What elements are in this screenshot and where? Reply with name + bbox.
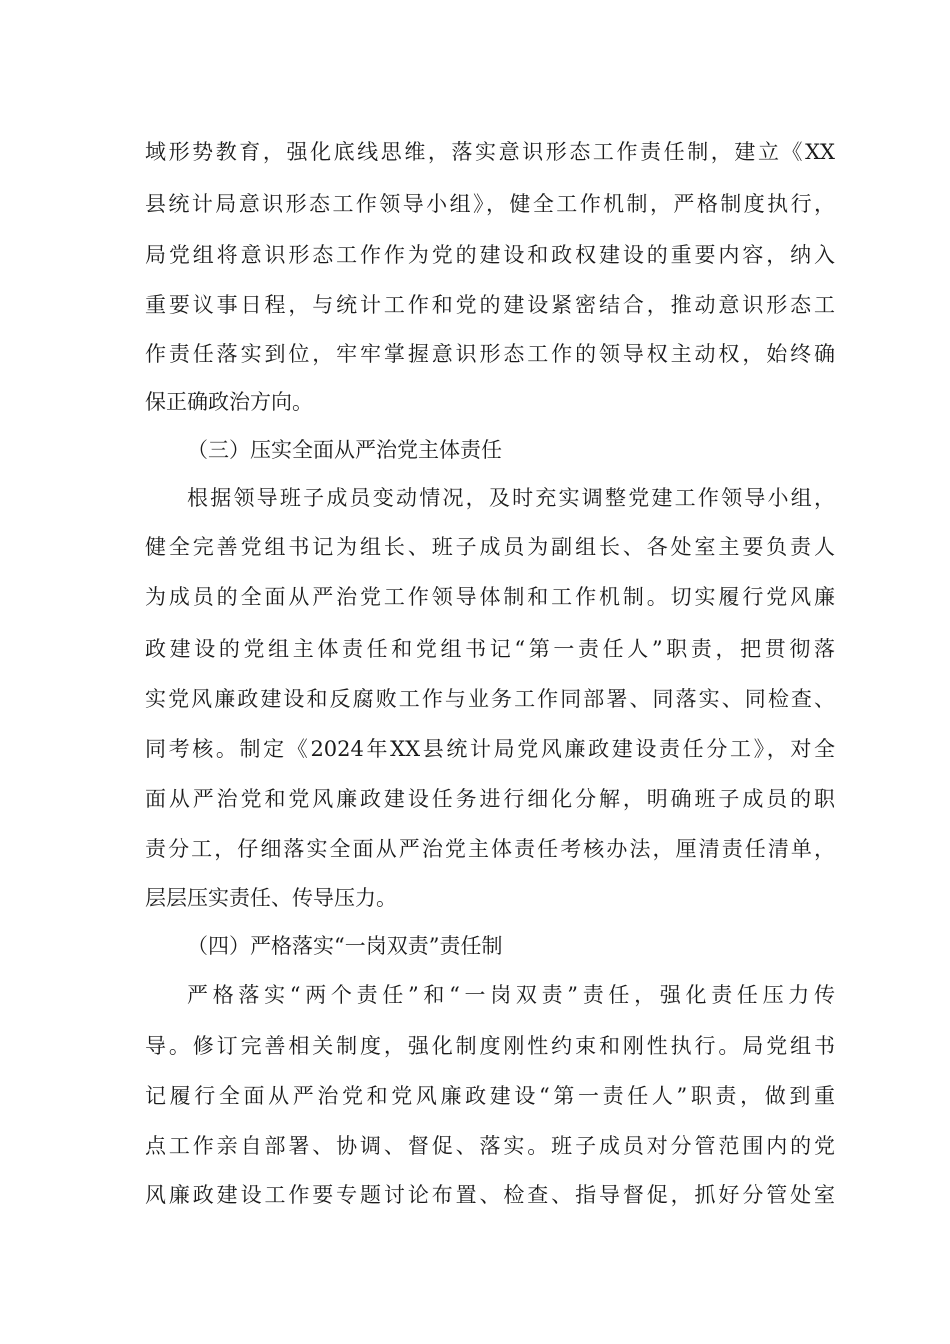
body-text-line: 县统计局意识形态工作领导小组》，健全工作机制，严格制度执行， <box>145 192 835 216</box>
body-text-line: 导。修订完善相关制度，强化制度刚性约束和刚性执行。局党组书 <box>145 1034 835 1058</box>
body-text-line: 责分工，仔细落实全面从严治党主体责任考核办法，厘清责任清单， <box>145 837 835 861</box>
body-text-line: 作责任落实到位，牢牢掌握意识形态工作的领导权主动权，始终确 <box>145 342 835 366</box>
body-text-line: 域形势教育，强化底线思维，落实意识形态工作责任制，建立《XX <box>145 140 835 164</box>
section-heading: （四）严格落实“一岗双责”责任制 <box>187 934 503 958</box>
body-text-line: 重要议事日程，与统计工作和党的建设紧密结合，推动意识形态工 <box>145 293 835 317</box>
body-text-line: 风廉政建设工作要专题讨论布置、检查、指导督促，抓好分管处室 <box>145 1183 835 1207</box>
section-heading: （三）压实全面从严治党主体责任 <box>187 438 502 462</box>
body-text-line: 同考核。制定《2024年XX县统计局党风廉政建设责任分工》，对全 <box>145 737 835 761</box>
body-text-line: 为成员的全面从严治党工作领导体制和工作机制。切实履行党风廉 <box>145 585 835 609</box>
body-text-line: 局党组将意识形态工作作为党的建设和政权建设的重要内容，纳入 <box>145 243 835 267</box>
body-text-line: 保正确政治方向。 <box>145 390 313 414</box>
body-text-line: 政建设的党组主体责任和党组书记“第一责任人”职责，把贯彻落 <box>145 637 835 661</box>
body-text-line: 面从严治党和党风廉政建设任务进行细化分解，明确班子成员的职 <box>145 787 835 811</box>
body-text-line: 记履行全面从严治党和党风廉政建设“第一责任人”职责，做到重 <box>145 1084 835 1108</box>
body-text-line: 根据领导班子成员变动情况，及时充实调整党建工作领导小组， <box>187 486 835 510</box>
body-text-line: 实党风廉政建设和反腐败工作与业务工作同部署、同落实、同检查、 <box>145 687 835 711</box>
body-text-line: 点工作亲自部署、协调、督促、落实。班子成员对分管范围内的党 <box>145 1134 835 1158</box>
body-text-line: 严格落实“两个责任”和“一岗双责”责任，强化责任压力传 <box>187 983 835 1007</box>
body-text-line: 健全完善党组书记为组长、班子成员为副组长、各处室主要负责人 <box>145 535 835 559</box>
body-text-line: 层层压实责任、传导压力。 <box>145 886 397 910</box>
